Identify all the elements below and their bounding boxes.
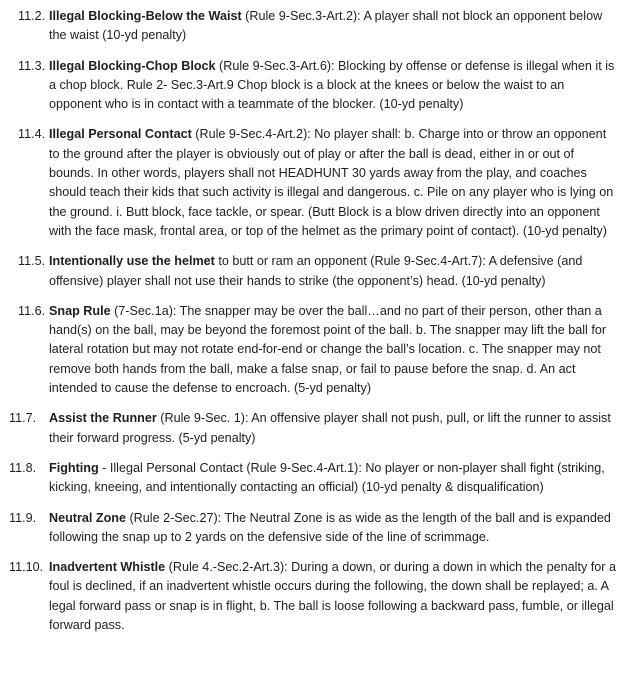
rule-number: 11.4. xyxy=(18,127,46,142)
rule-item-11-6 xyxy=(0,302,624,398)
rule-number: 11.5. xyxy=(18,254,46,269)
rule-text: (Rule 4.-Sec.2-Art.3): During a down, or during a down in which the penalty for a foul is declined, if an inadvertent whistle occurs during the following, the down shall be replayed; a. A legal forward pass or snap is in flight, b. The ball is loose following a backward pass, fumble, or illegal forward pass. xyxy=(49,560,616,633)
rule-text: (Rule 2-Sec.27): The Neutral Zone is as wide as the length of the ball and is expanded following the snap up to 2 yards on the defensive side of the line of scrimmage. xyxy=(49,510,611,544)
rule-text: to butt or ram an opponent (Rule 9-Sec.4-Art.7): A defensive (and offensive) player shall not use their hands to strike (the opponent’s) head. (10-yd penalty) xyxy=(49,254,583,288)
rule-body xyxy=(49,252,616,291)
rule-title: Intentionally use the helmet xyxy=(49,254,215,269)
rule-title: Inadvertent Whistle xyxy=(49,560,166,575)
rule-title: Fighting xyxy=(49,460,99,475)
rule-body xyxy=(49,558,616,635)
rule-text: (7-Sec.1a): The snapper may be over the ball…and no part of their person, other than a hand(s) on the ball, may be beyond the foremost point of the ball. b. The snapper may lift the ball for lateral rotation but may not rotate end-for-end or change the ball’s location. c. The snapper may not remove both hands from the ball, make a false snap, or fail to pause before the snap. d. An act intended to cause the defense to encroach. (5-yd penalty) xyxy=(49,303,607,396)
rule-body xyxy=(49,7,616,46)
rule-number: 11.10. xyxy=(9,560,44,575)
rule-title: Illegal Blocking-Chop Block xyxy=(49,58,216,73)
rule-title: Illegal Blocking-Below the Waist xyxy=(49,9,242,23)
rule-text: (Rule 9-Sec.3-Art.6): Blocking by offense or defense is illegal when it is a chop block. Rule 2- Sec.3-Art.9 Chop block is a block at the knees or below the waist to an opponent who is in contact with a teammate of the blocker. (10-yd penalty) xyxy=(49,58,615,112)
rule-title: Neutral Zone xyxy=(49,510,126,525)
rule-body xyxy=(49,57,616,115)
rule-text: (Rule 9-Sec.3-Art.2): A player shall not block an opponent below the waist (10-yd penalty) xyxy=(49,9,603,43)
rule-text: (Rule 9-Sec. 1): An offensive player shall not push, pull, or lift the runner to assist their forward progress. (5-yd penalty) xyxy=(49,411,611,445)
rule-text: (Rule 9-Sec.4-Art.2): No player shall: b. Charge into or throw an opponent to the ground after the player is obviously out of play or after the ball is dead, either in or out of bounds. In other words, players shall not HEADHUNT 30 yards away from the play, and coaches should teach their kids that such activity is illegal and dangerous. c. Pile on any player who is lying on the ground. i. Butt block, face tackle, or spear. (Butt Block is a blow driven directly into an opponent with the face mask, frontal area, or top of the helmet as the primary point of contact). (10-yd penalty) xyxy=(49,127,614,238)
rule-item-11-9 xyxy=(0,509,624,548)
rule-body xyxy=(49,509,616,548)
rule-body xyxy=(49,409,616,448)
rule-item-11-10 xyxy=(0,558,624,635)
rule-number: 11.9. xyxy=(9,510,37,525)
rule-item-11-8 xyxy=(0,459,624,498)
rule-item-11-7 xyxy=(0,409,624,448)
rule-number: 11.2. xyxy=(18,9,46,23)
rule-number: 11.6. xyxy=(18,303,46,318)
rule-number: 11.3. xyxy=(18,58,46,73)
rule-body xyxy=(49,302,616,398)
rule-number: 11.8. xyxy=(9,460,37,475)
rule-title: Illegal Personal Contact xyxy=(49,127,192,142)
rule-body xyxy=(49,125,616,241)
rule-item-11-2 xyxy=(0,7,624,46)
rule-text: - Illegal Personal Contact (Rule 9-Sec.4-Art.1): No player or non-player shall fight (striking, kicking, kneeing, and intentionally contacting an official) (10-yd penalty & disqualification) xyxy=(49,460,605,495)
rule-item-11-4 xyxy=(0,125,624,241)
rule-title: Assist the Runner xyxy=(49,411,157,426)
rule-number: 11.7. xyxy=(9,411,37,426)
rule-body xyxy=(49,459,616,498)
rule-item-11-3 xyxy=(0,57,624,115)
rule-item-11-5 xyxy=(0,252,624,291)
rule-title: Snap Rule xyxy=(49,303,111,318)
